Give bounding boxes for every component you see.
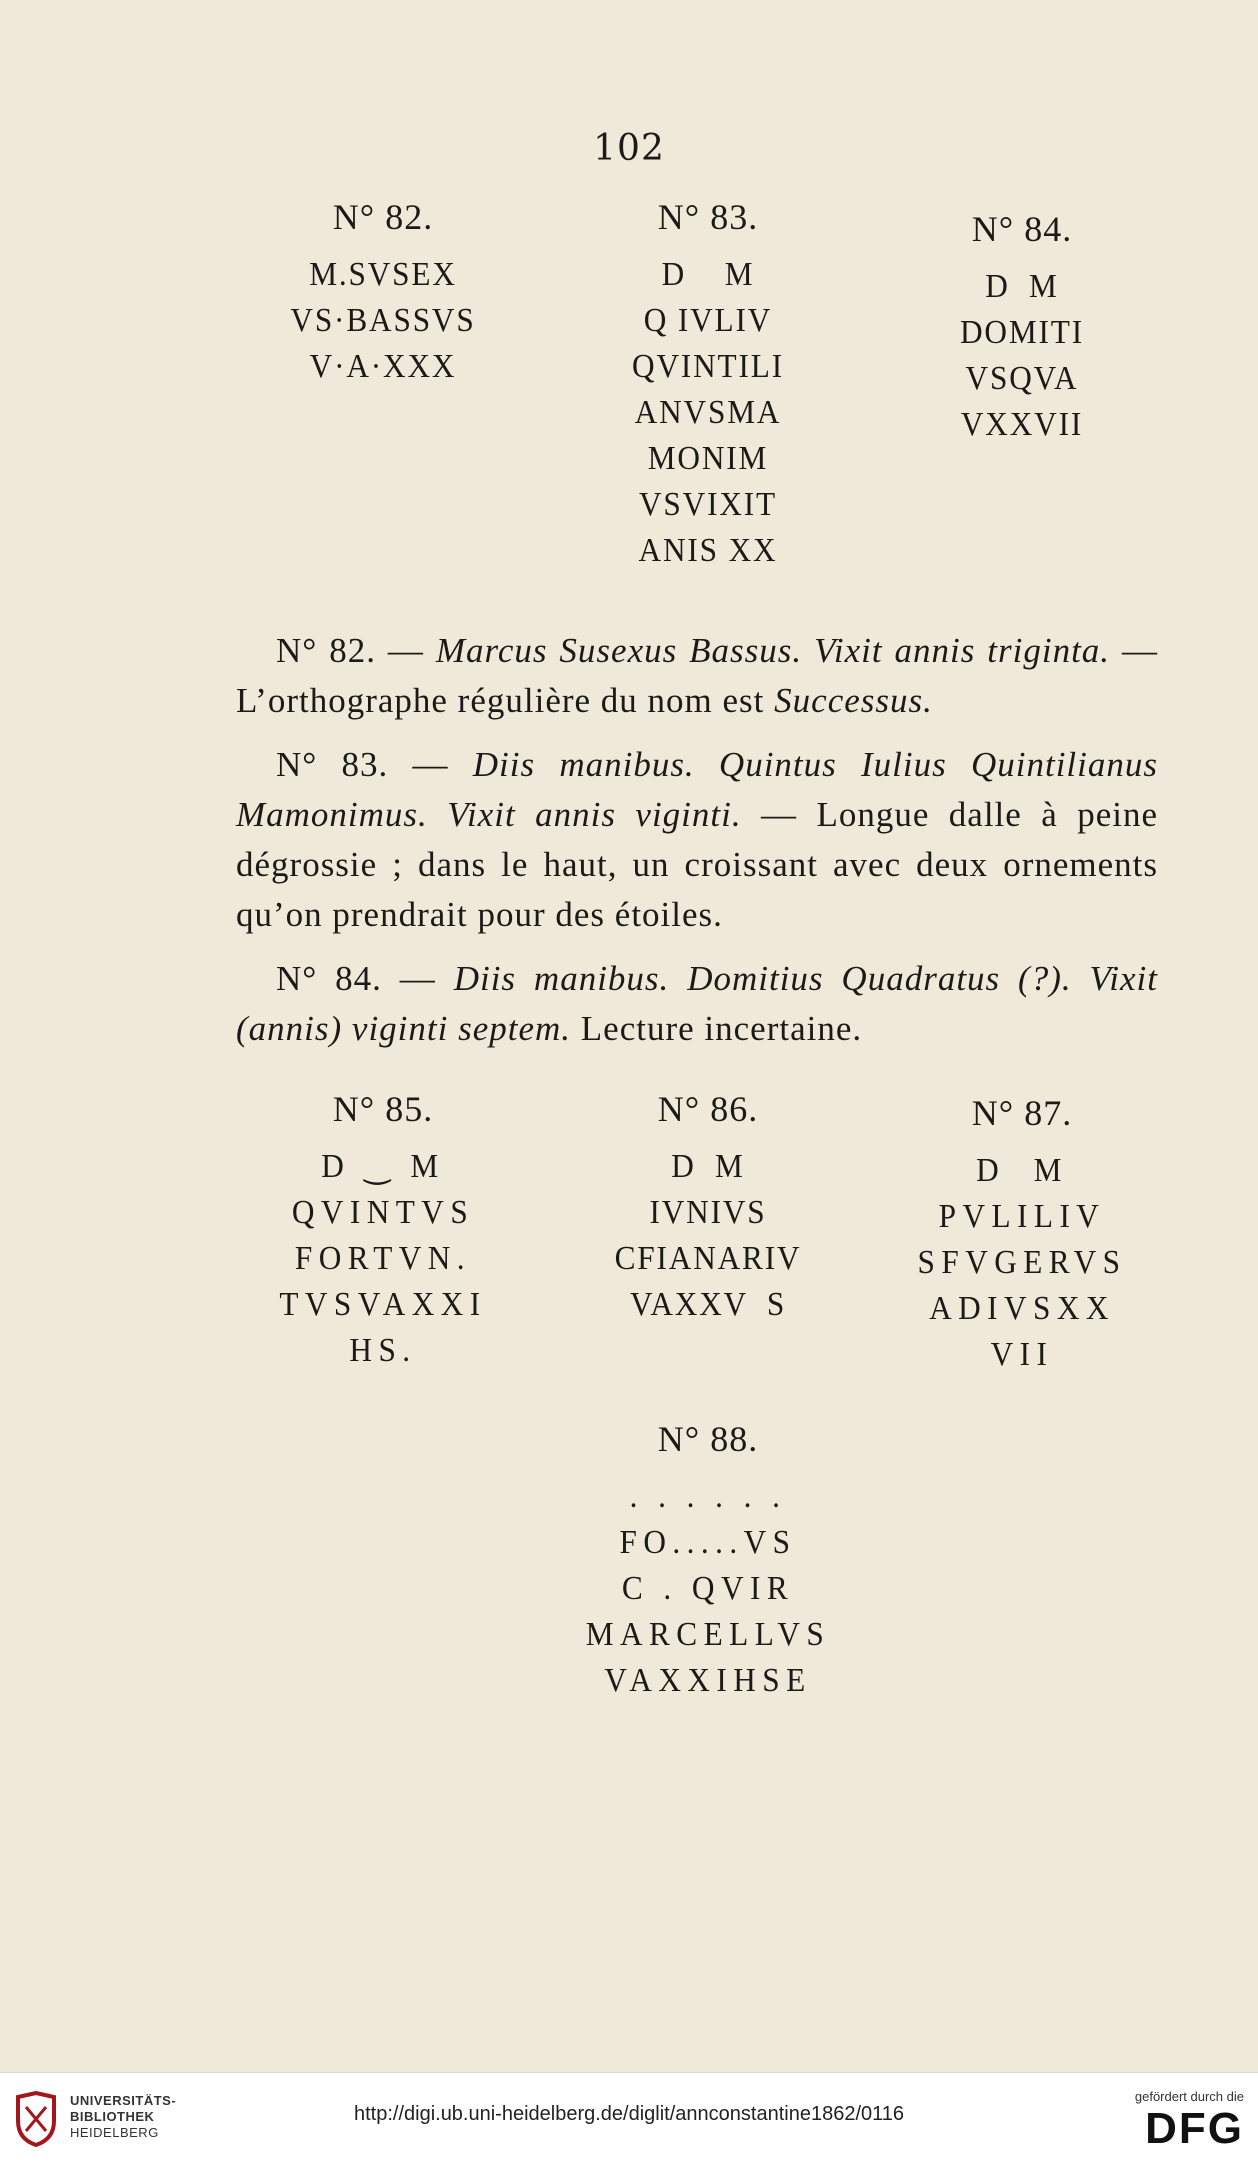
- inscription-line: D M: [976, 1152, 1068, 1189]
- inscription-line: VII: [990, 1336, 1054, 1373]
- inscription-line: Q IVLIV: [643, 302, 773, 339]
- inscription-line: D ‿ M: [321, 1148, 445, 1185]
- library-name: UNIVERSITÄTS- BIBLIOTHEK HEIDELBERG: [70, 2093, 177, 2140]
- funding-caption: gefördert durch die: [1134, 2089, 1244, 2104]
- inscription-line: MARCELLVS: [585, 1616, 831, 1653]
- inscription-line: ANVSMA: [634, 394, 782, 431]
- inscription-line: SFVGERVS: [917, 1244, 1127, 1281]
- viewer-footer: [0, 2072, 1258, 2163]
- inscription-line: VS·BASSVS: [290, 302, 476, 339]
- inscription-line: D M: [661, 256, 755, 293]
- inscription-number: N° 88.: [657, 1419, 759, 1459]
- inscription-number: N° 82.: [332, 197, 434, 237]
- inscription-line: FORTVN.: [294, 1240, 472, 1277]
- inscription-84: [922, 208, 1122, 448]
- inscription-line: M.SVSEX: [309, 256, 457, 293]
- commentary-84: N° 84. — Diis manibus. Domitius Quadratus (?). Vixit (annis) viginti septem. Lecture incertaine.: [236, 959, 1158, 1048]
- inscription-88: [568, 1418, 848, 1704]
- commentary: [236, 626, 1158, 1068]
- inscription-line: IVNIVS: [649, 1194, 767, 1231]
- page-url-link[interactable]: http://digi.ub.uni-heidelberg.de/diglit/annconstantine1862/0116: [353, 2103, 905, 2125]
- inscription-line: QVINTILI: [632, 348, 784, 385]
- dfg-logo: DFG: [1145, 2104, 1244, 2153]
- inscription-83: [588, 196, 828, 574]
- inscription-82: [268, 196, 498, 390]
- inscription-line: . . . . . .: [629, 1478, 787, 1515]
- commentary-82: N° 82. — Marcus Susexus Bassus. Vixit annis triginta. — L’orthographe régulière du nom est Successus.: [236, 631, 1158, 720]
- inscription-line: HS.: [349, 1332, 417, 1369]
- commentary-83: N° 83. — Diis manibus. Quintus Iulius Quintilianus Mamonimus. Vixit annis viginti. — Longue dalle à peine dégrossie ; dans le haut, un croissant avec deux ornements qu’on prendrait pour des étoiles.: [236, 745, 1158, 934]
- inscription-line: V·A·XXX: [309, 348, 457, 385]
- inscription-line: D M: [985, 268, 1059, 305]
- inscription-line: CFIANARIV: [614, 1240, 802, 1277]
- inscription-line: D M: [671, 1148, 745, 1185]
- inscription-line: VSVIXIT: [639, 486, 777, 523]
- inscription-number: N° 85.: [332, 1089, 434, 1129]
- inscription-line: QVINTVS: [291, 1194, 475, 1231]
- inscription-87: [902, 1092, 1142, 1378]
- inscription-line: MONIM: [647, 440, 769, 477]
- inscription-line: VXXVII: [960, 406, 1084, 443]
- inscription-number: N° 84.: [971, 209, 1073, 249]
- inscription-85: [248, 1088, 518, 1374]
- inscription-line: C . QVIR: [621, 1570, 795, 1607]
- inscription-line: FO.....VS: [619, 1524, 797, 1561]
- inscription-line: VAXXV S: [629, 1286, 787, 1323]
- page-number: 102: [593, 128, 665, 169]
- inscription-number: N° 87.: [971, 1093, 1073, 1133]
- inscription-line: ANIS XX: [638, 532, 778, 569]
- inscription-line: DOMITI: [960, 314, 1084, 351]
- inscription-number: N° 83.: [657, 197, 759, 237]
- inscription-86: [578, 1088, 838, 1328]
- inscription-line: PVLILIV: [938, 1198, 1106, 1235]
- inscription-line: VAXXIHSE: [604, 1662, 812, 1699]
- inscription-line: TVSVAXXI: [279, 1286, 487, 1323]
- inscription-line: VSQVA: [965, 360, 1079, 397]
- inscription-line: ADIVSXX: [929, 1290, 1115, 1327]
- inscription-number: N° 86.: [657, 1089, 759, 1129]
